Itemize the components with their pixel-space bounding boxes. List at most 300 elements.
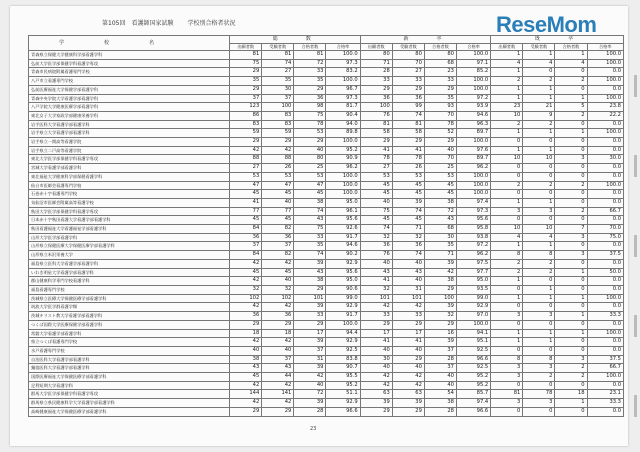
value-cell: 2 <box>523 181 555 190</box>
school-name-cell: 八戸学院大学健康医療学部看護学科 <box>29 103 230 112</box>
value-cell: 100.0 <box>326 138 360 147</box>
table-row <box>29 303 624 312</box>
value-cell: 0 <box>491 138 523 147</box>
value-cell: 39 <box>294 399 326 408</box>
value-cell: 78 <box>523 390 555 399</box>
school-name-cell: 常磐大学看護学部看護学科 <box>29 329 230 338</box>
value-cell: 40 <box>360 198 392 207</box>
value-cell: 80 <box>294 155 326 164</box>
value-cell: 27 <box>230 164 262 173</box>
value-cell: 97.4 <box>456 198 490 207</box>
value-cell: 0 <box>491 164 523 173</box>
value-cell: 100.0 <box>326 51 360 60</box>
value-cell: 38 <box>294 277 326 286</box>
value-cell: 45 <box>392 216 424 225</box>
value-cell: 84 <box>230 225 262 234</box>
table-row <box>29 164 624 173</box>
value-cell: 75.0 <box>587 233 624 242</box>
value-cell: 42 <box>294 373 326 382</box>
value-cell: 99.0 <box>326 294 360 303</box>
value-cell: 42 <box>392 381 424 390</box>
value-cell: 42 <box>424 268 456 277</box>
value-cell: 1 <box>491 242 523 251</box>
value-cell: 1 <box>555 94 587 103</box>
value-cell: 1 <box>523 198 555 207</box>
value-cell: 42 <box>262 399 294 408</box>
value-cell: 141 <box>262 390 294 399</box>
value-cell: 40 <box>294 146 326 155</box>
value-cell: 71 <box>360 59 392 68</box>
value-cell: 1 <box>491 294 523 303</box>
value-cell: 92.5 <box>326 346 360 355</box>
value-cell: 36 <box>360 94 392 103</box>
value-cell: 23.1 <box>587 390 624 399</box>
value-cell: 4 <box>523 233 555 242</box>
value-cell: 101 <box>360 294 392 303</box>
value-cell: 85.2 <box>456 68 490 77</box>
value-cell: 17 <box>360 329 392 338</box>
value-cell: 2 <box>555 111 587 120</box>
value-cell: 45 <box>424 190 456 199</box>
value-cell: 53 <box>424 172 456 181</box>
value-cell: 35 <box>424 94 456 103</box>
value-cell: 83.2 <box>326 68 360 77</box>
value-cell: 45 <box>392 181 424 190</box>
value-cell: 29 <box>424 320 456 329</box>
table-row <box>29 225 624 234</box>
value-cell: 42 <box>230 303 262 312</box>
value-cell: 3 <box>555 251 587 260</box>
value-cell: 38 <box>230 355 262 364</box>
value-cell: 42 <box>392 373 424 382</box>
school-name-cell: 郡山健康科学専門学校看護学科 <box>29 277 230 286</box>
value-cell: 85.7 <box>456 390 490 399</box>
value-cell: 0 <box>555 146 587 155</box>
value-cell: 1 <box>491 85 523 94</box>
value-cell: 45 <box>360 181 392 190</box>
value-cell: 8 <box>523 355 555 364</box>
value-cell: 2 <box>555 77 587 86</box>
value-cell: 95.0 <box>456 277 490 286</box>
value-cell: 1 <box>555 399 587 408</box>
value-cell: 2 <box>555 364 587 373</box>
value-cell: 45 <box>230 373 262 382</box>
value-cell: 45 <box>230 190 262 199</box>
column-header: 合格率 <box>326 43 360 51</box>
value-cell: 101 <box>392 294 424 303</box>
value-cell: 74 <box>294 251 326 260</box>
results-table <box>28 35 624 417</box>
value-cell: 3 <box>523 207 555 216</box>
value-cell: 96.6 <box>456 355 490 364</box>
value-cell: 74 <box>262 59 294 68</box>
value-cell: 97.3 <box>326 59 360 68</box>
value-cell: 0 <box>555 320 587 329</box>
school-name-cell: 岩手医科大学看護学部看護学科 <box>29 120 230 129</box>
value-cell: 75 <box>360 207 392 216</box>
value-cell: 102 <box>262 294 294 303</box>
value-cell: 94.6 <box>456 111 490 120</box>
value-cell: 0.0 <box>587 164 624 173</box>
value-cell: 33 <box>294 233 326 242</box>
value-cell: 97.2 <box>456 242 490 251</box>
value-cell: 81.7 <box>326 103 360 112</box>
value-cell: 22.2 <box>587 111 624 120</box>
value-cell: 100.0 <box>587 94 624 103</box>
school-name-cell: 山形大学医学部看護学科 <box>29 233 230 242</box>
value-cell: 29 <box>262 407 294 416</box>
value-cell: 29 <box>392 85 424 94</box>
value-cell: 40 <box>424 381 456 390</box>
value-cell: 42 <box>360 303 392 312</box>
value-cell: 100.0 <box>456 77 490 86</box>
value-cell: 35 <box>294 77 326 86</box>
value-cell: 36 <box>360 242 392 251</box>
value-cell: 2 <box>491 77 523 86</box>
value-cell: 41 <box>360 146 392 155</box>
value-cell: 39 <box>424 338 456 347</box>
value-cell: 8 <box>491 355 523 364</box>
value-cell: 96.3 <box>456 120 490 129</box>
value-cell: 36 <box>262 312 294 321</box>
value-cell: 35 <box>230 77 262 86</box>
value-cell: 81 <box>230 51 262 60</box>
value-cell: 41 <box>392 146 424 155</box>
document-header <box>102 18 235 27</box>
table-row <box>29 268 624 277</box>
value-cell: 29 <box>424 285 456 294</box>
value-cell: 100.0 <box>326 320 360 329</box>
value-cell: 75 <box>294 225 326 234</box>
value-cell: 97.7 <box>456 268 490 277</box>
value-cell: 40 <box>262 198 294 207</box>
school-column-header: 学 校 名 <box>29 36 230 51</box>
value-cell: 3 <box>491 373 523 382</box>
value-cell: 93.5 <box>456 285 490 294</box>
value-cell: 32 <box>360 285 392 294</box>
value-cell: 0.0 <box>587 120 624 129</box>
value-cell: 0 <box>491 320 523 329</box>
value-cell: 90.2 <box>326 251 360 260</box>
value-cell: 90.6 <box>326 285 360 294</box>
value-cell: 99 <box>392 103 424 112</box>
table-row <box>29 407 624 416</box>
value-cell: 77 <box>230 207 262 216</box>
value-cell: 3 <box>555 233 587 242</box>
table-row <box>29 294 624 303</box>
value-cell: 0 <box>555 346 587 355</box>
value-cell: 2 <box>491 268 523 277</box>
value-cell: 8 <box>491 251 523 260</box>
value-cell: 0 <box>491 407 523 416</box>
value-cell: 1 <box>523 338 555 347</box>
table-row <box>29 355 624 364</box>
column-header: 合格率 <box>456 43 490 51</box>
value-cell: 29 <box>230 320 262 329</box>
value-cell: 35 <box>294 242 326 251</box>
column-header: 合格者数 <box>294 43 326 51</box>
value-cell: 45 <box>230 268 262 277</box>
value-cell: 40 <box>230 346 262 355</box>
column-header: 受験者数 <box>262 43 294 51</box>
value-cell: 31 <box>294 355 326 364</box>
value-cell: 3 <box>491 364 523 373</box>
value-cell: 37 <box>294 346 326 355</box>
table-row <box>29 329 624 338</box>
value-cell: 2 <box>491 259 523 268</box>
value-cell: 123 <box>230 103 262 112</box>
value-cell: 95.2 <box>456 381 490 390</box>
value-cell: 0 <box>555 338 587 347</box>
value-cell: 0 <box>555 120 587 129</box>
table-row <box>29 320 624 329</box>
value-cell: 42 <box>230 399 262 408</box>
value-cell: 40 <box>392 364 424 373</box>
value-cell: 38 <box>424 399 456 408</box>
value-cell: 27 <box>392 68 424 77</box>
value-cell: 0 <box>555 216 587 225</box>
table-row <box>29 51 624 60</box>
value-cell: 47 <box>262 181 294 190</box>
value-cell: 0.0 <box>587 338 624 347</box>
value-cell: 0 <box>555 259 587 268</box>
value-cell: 0.0 <box>587 320 624 329</box>
school-name-cell: 高崎健康福祉大学保健医療学部看護学科 <box>29 407 230 416</box>
value-cell: 58 <box>392 129 424 138</box>
value-cell: 1 <box>491 68 523 77</box>
value-cell: 0.0 <box>587 303 624 312</box>
value-cell: 80 <box>392 51 424 60</box>
table-row <box>29 399 624 408</box>
value-cell: 41 <box>392 338 424 347</box>
value-cell: 92.9 <box>326 259 360 268</box>
value-cell: 1 <box>523 294 555 303</box>
value-cell: 35 <box>262 77 294 86</box>
value-cell: 100.0 <box>587 59 624 68</box>
value-cell: 30.0 <box>587 155 624 164</box>
value-cell: 29 <box>294 285 326 294</box>
value-cell: 43 <box>294 268 326 277</box>
group-header-total: 総 数 <box>230 36 361 44</box>
value-cell: 0 <box>491 346 523 355</box>
school-name-cell: 福島県立医科大学看護学部看護学科 <box>29 259 230 268</box>
value-cell: 40 <box>424 373 456 382</box>
value-cell: 0 <box>523 381 555 390</box>
table-row <box>29 207 624 216</box>
value-cell: 45 <box>262 268 294 277</box>
value-cell: 4 <box>555 59 587 68</box>
value-cell: 1 <box>555 268 587 277</box>
table-row <box>29 390 624 399</box>
value-cell: 29 <box>360 320 392 329</box>
value-cell: 72 <box>294 59 326 68</box>
school-name-cell: 茨城キリスト教大学看護学部看護学科 <box>29 312 230 321</box>
results-body <box>29 51 624 417</box>
value-cell: 52 <box>424 129 456 138</box>
school-name-cell: 山形県立米沢栄養大学 <box>29 251 230 260</box>
value-cell: 38 <box>424 277 456 286</box>
value-cell: 70 <box>392 59 424 68</box>
value-cell: 78 <box>392 155 424 164</box>
value-cell: 1 <box>491 129 523 138</box>
value-cell: 23.8 <box>587 103 624 112</box>
value-cell: 89.7 <box>456 129 490 138</box>
value-cell: 68 <box>424 59 456 68</box>
value-cell: 32 <box>424 312 456 321</box>
value-cell: 29 <box>392 138 424 147</box>
value-cell: 33 <box>360 77 392 86</box>
value-cell: 3 <box>555 355 587 364</box>
value-cell: 100.0 <box>326 77 360 86</box>
value-cell: 41 <box>360 338 392 347</box>
value-cell: 47 <box>294 181 326 190</box>
value-cell: 29 <box>392 320 424 329</box>
value-cell: 35 <box>424 242 456 251</box>
school-name-cell: いわき明星大学看護学部看護学科 <box>29 268 230 277</box>
value-cell: 28 <box>424 407 456 416</box>
table-row <box>29 285 624 294</box>
value-cell: 100 <box>262 103 294 112</box>
value-cell: 0 <box>555 407 587 416</box>
value-cell: 66.7 <box>587 207 624 216</box>
value-cell: 100.0 <box>326 172 360 181</box>
school-name-cell: 秋田看護福祉大学看護福祉学部看護学科 <box>29 225 230 234</box>
value-cell: 54 <box>424 390 456 399</box>
value-cell: 92.9 <box>326 303 360 312</box>
exam-title: 第105回 看護師国家試験 <box>102 20 174 27</box>
value-cell: 100.0 <box>456 138 490 147</box>
value-cell: 1 <box>555 129 587 138</box>
value-cell: 37 <box>230 94 262 103</box>
value-cell: 0.0 <box>587 381 624 390</box>
school-name-cell: 東北福祉大学健康科学部保健看護学科 <box>29 172 230 181</box>
value-cell: 37 <box>230 242 262 251</box>
value-cell: 30 <box>262 85 294 94</box>
value-cell: 43 <box>230 364 262 373</box>
table-row <box>29 259 624 268</box>
value-cell: 99.0 <box>456 294 490 303</box>
school-name-cell: 気仙沼市医師会附属高等看護学校 <box>29 198 230 207</box>
value-cell: 80 <box>424 51 456 60</box>
value-cell: 0 <box>491 381 523 390</box>
value-cell: 1 <box>523 85 555 94</box>
value-cell: 4 <box>491 233 523 242</box>
value-cell: 81 <box>262 51 294 60</box>
value-cell: 29 <box>230 68 262 77</box>
value-cell: 40 <box>392 277 424 286</box>
value-cell: 66.7 <box>587 364 624 373</box>
value-cell: 36 <box>392 94 424 103</box>
value-cell: 0 <box>523 216 555 225</box>
table-row <box>29 172 624 181</box>
value-cell: 1 <box>491 146 523 155</box>
value-cell: 91.7 <box>326 312 360 321</box>
value-cell: 39 <box>392 198 424 207</box>
value-cell: 94.4 <box>326 329 360 338</box>
value-cell: 82 <box>262 225 294 234</box>
value-cell: 1 <box>523 129 555 138</box>
value-cell: 2 <box>555 207 587 216</box>
value-cell: 33.3 <box>587 399 624 408</box>
table-row <box>29 251 624 260</box>
value-cell: 92.9 <box>326 399 360 408</box>
value-cell: 53 <box>392 172 424 181</box>
value-cell: 74 <box>392 111 424 120</box>
table-row <box>29 85 624 94</box>
value-cell: 39 <box>360 399 392 408</box>
value-cell: 42 <box>262 303 294 312</box>
value-cell: 1 <box>555 329 587 338</box>
value-cell: 3 <box>523 364 555 373</box>
value-cell: 86 <box>230 111 262 120</box>
value-cell: 101 <box>294 294 326 303</box>
value-cell: 89.8 <box>326 129 360 138</box>
value-cell: 39 <box>294 303 326 312</box>
table-row <box>29 59 624 68</box>
value-cell: 95.0 <box>326 277 360 286</box>
value-cell: 78 <box>294 120 326 129</box>
school-name-cell: 東北大学医学部保健学科看護学専攻 <box>29 155 230 164</box>
value-cell: 72 <box>294 390 326 399</box>
school-name-cell: 筑波大学医学群看護学類 <box>29 303 230 312</box>
value-cell: 97.5 <box>456 259 490 268</box>
value-cell: 83 <box>262 120 294 129</box>
value-cell: 2 <box>523 259 555 268</box>
table-row <box>29 129 624 138</box>
value-cell: 70.0 <box>587 225 624 234</box>
table-row <box>29 364 624 373</box>
value-cell: 0 <box>555 198 587 207</box>
value-cell: 40 <box>392 346 424 355</box>
value-cell: 33 <box>360 312 392 321</box>
table-row <box>29 346 624 355</box>
report-title: 学校別合格者状況 <box>187 20 236 27</box>
value-cell: 70 <box>424 155 456 164</box>
value-cell: 36 <box>230 233 262 242</box>
value-cell: 0.0 <box>587 259 624 268</box>
value-cell: 58 <box>360 129 392 138</box>
value-cell: 40 <box>262 346 294 355</box>
value-cell: 43 <box>262 364 294 373</box>
value-cell: 1 <box>523 94 555 103</box>
value-cell: 95.6 <box>326 216 360 225</box>
table-row <box>29 94 624 103</box>
table-group-header <box>29 36 624 44</box>
value-cell: 32 <box>262 285 294 294</box>
school-name-cell: 青森市民病院附属看護専門学校 <box>29 68 230 77</box>
value-cell: 94.0 <box>326 120 360 129</box>
school-name-cell: 水戸看護専門学校 <box>29 346 230 355</box>
column-header: 合格率 <box>587 43 624 51</box>
value-cell: 42 <box>230 338 262 347</box>
value-cell: 33 <box>294 312 326 321</box>
column-header: 受験者数 <box>392 43 424 51</box>
value-cell: 4 <box>491 59 523 68</box>
value-cell: 33 <box>392 312 424 321</box>
value-cell: 0 <box>523 407 555 416</box>
value-cell: 42 <box>262 338 294 347</box>
value-cell: 74 <box>360 225 392 234</box>
value-cell: 45 <box>392 190 424 199</box>
table-row <box>29 338 624 347</box>
table-row <box>29 233 624 242</box>
value-cell: 42 <box>262 381 294 390</box>
value-cell: 95.0 <box>326 198 360 207</box>
value-cell: 10 <box>491 155 523 164</box>
value-cell: 9 <box>523 111 555 120</box>
value-cell: 0 <box>491 190 523 199</box>
value-cell: 33 <box>424 77 456 86</box>
